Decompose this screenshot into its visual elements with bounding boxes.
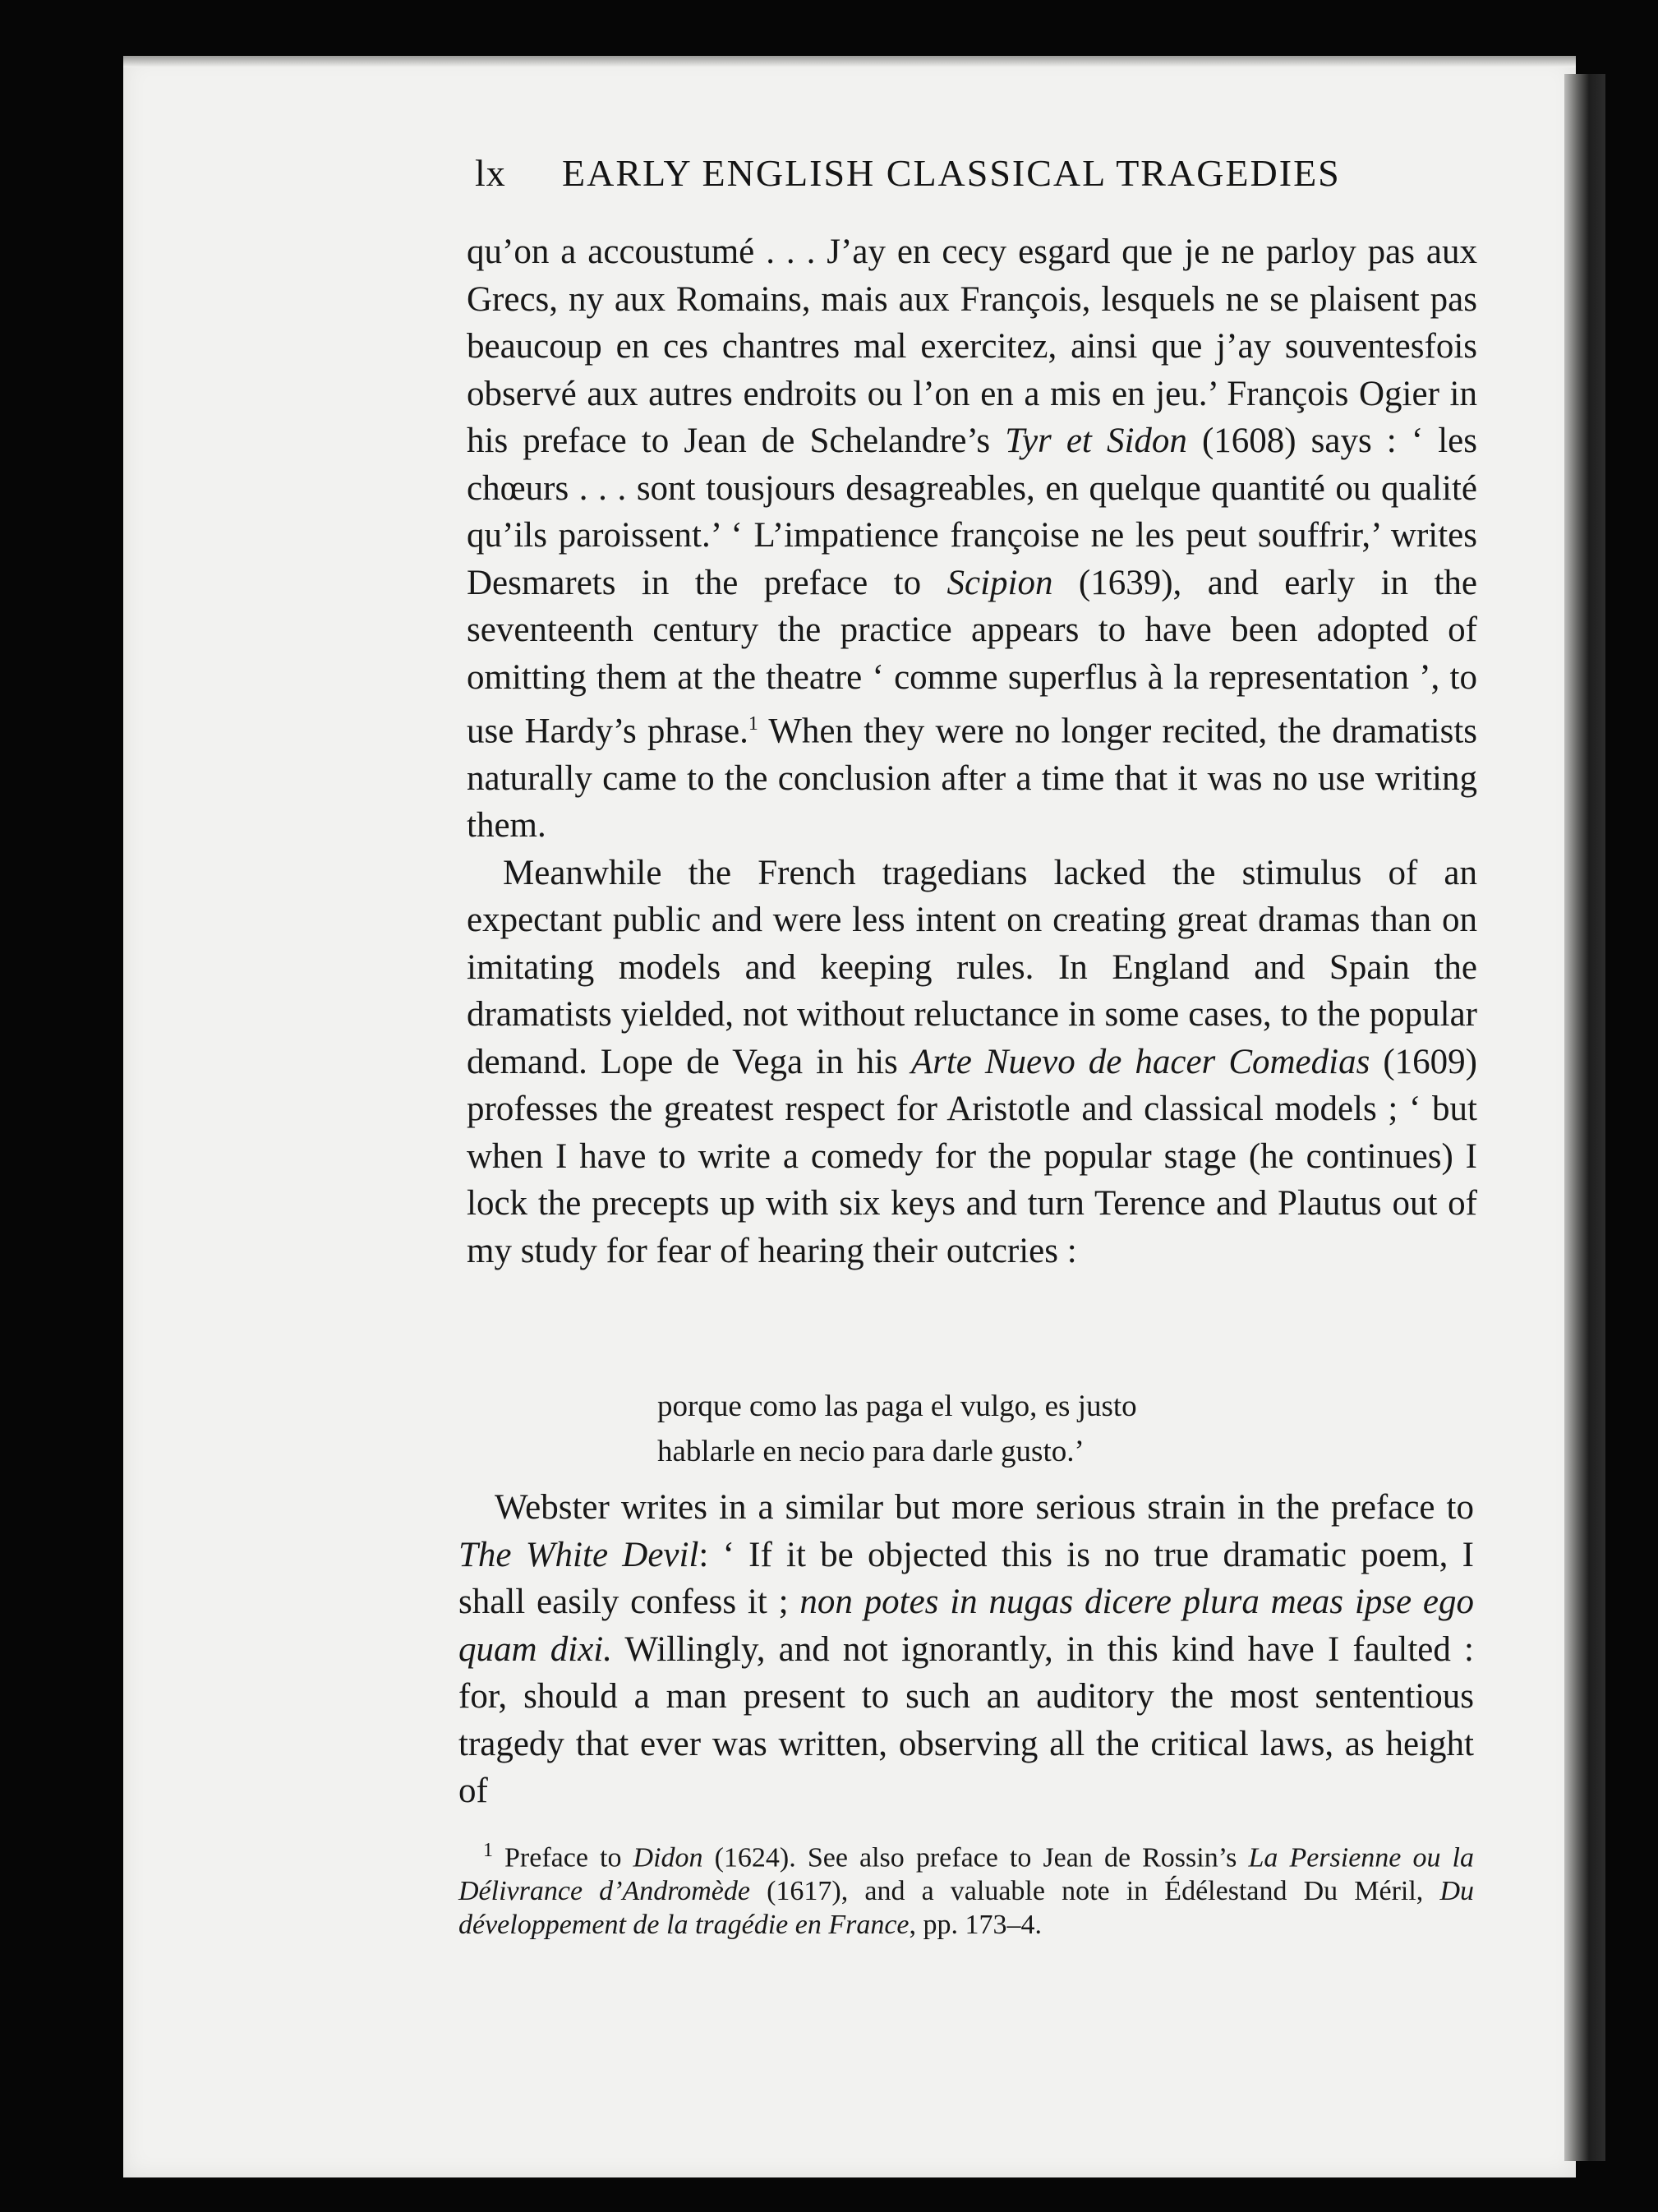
paragraph-1: qu’on a accoustumé . . . J’ay en cecy esgard que je ne parloy pas aux Grecs, ny aux Romains, mais aux François, lesquels ne se plaisent pas beaucoup en ces chantres mal exercitez, ainsi que j’ay souventesfois observé aux autres endroits ou l’on en a mis en jeu.’ François Ogier in his preface to Jean de Schelandre’s Tyr et Sidon (1608) says : ‘ les chœurs . . . sont tousjours desagreables, en quelque quantité ou qualité qu’ils paroissent.’ ‘ L’impatience françoise ne les peut souffrir,’ writes Desmarets in the preface to Scipion (1639), and early in the seventeenth century the practice appears to have been adopted of omitting them at the theatre ‘ comme superflus à la representation ’, to use Hardy’s phrase.$^1$ When they were no longer recited, the dramatists naturally came to the conclusion after a time that it was no use writing them. — [467, 233, 1477, 846]
paragraph-3: Webster writes in a similar but more serious strain in the preface to The White Devil: ‘ If it be objected this is no true dramatic poem, I shall easily confess it ; non potes in nugas dicere plura meas ipse ego quam dixi. Willingly, and not ignorantly, in this kind have I faulted : for, should a man present to such an auditory the most sententious tragedy that ever was written, observing all the critical laws, as height of — [458, 1488, 1474, 1810]
footnote: $^1$ Preface to Didon (1624). See also preface to Jean de Rossin’s La Persienne ou la Délivrance d’Andromède (1617), and a valuable note in Édélestand Du Méril, Du développement de la tragédie en France, pp. 173–4. — [458, 1840, 1474, 1941]
page-top-edge — [123, 56, 1576, 67]
title-scipion: Scipion — [946, 563, 1053, 602]
page-number: lx — [475, 152, 506, 194]
paragraph-2: Meanwhile the French tragedians lacked the stimulus of an expectant public and were less intent on creating great dramas than on imitating models and keeping rules. In England and Spain the dramatists yielded, not without reluctance in some cases, to the popular demand. Lope de Vega in his Arte Nuevo de hacer Comedias (1609) professes the greatest respect for Aristotle and classical models ; ‘ but when I have to write a comedy for the popular stage (he continues) I lock the precepts up with six keys and turn Terence and Plautus out of my study for fear of hearing their outcries : — [467, 853, 1477, 1270]
verse-line-2: hablarle en necio para darle gusto.’ — [657, 1435, 1085, 1468]
title-tyr-et-sidon: Tyr et Sidon — [1005, 422, 1187, 460]
main-text-lower — [458, 1484, 1474, 1815]
running-header — [475, 151, 1400, 200]
footnote-reference: 1 — [748, 713, 758, 735]
main-text-upper — [467, 228, 1477, 1274]
running-title: EARLY ENGLISH CLASSICAL TRAGEDIES — [562, 152, 1341, 194]
footnote-mark: 1 — [483, 1840, 493, 1861]
verse-quotation — [657, 1384, 1397, 1474]
title-white-devil: The White Devil — [458, 1535, 699, 1574]
book-binding-edge — [1564, 74, 1605, 2161]
title-arte-nuevo: Arte Nuevo de hacer Comedias — [910, 1042, 1370, 1081]
verse-line-1: porque como las paga el vulgo, es justo — [657, 1389, 1137, 1423]
latin-quotation: non potes in nugas dicere plura meas ipse ego quam dixi. — [458, 1583, 1474, 1669]
